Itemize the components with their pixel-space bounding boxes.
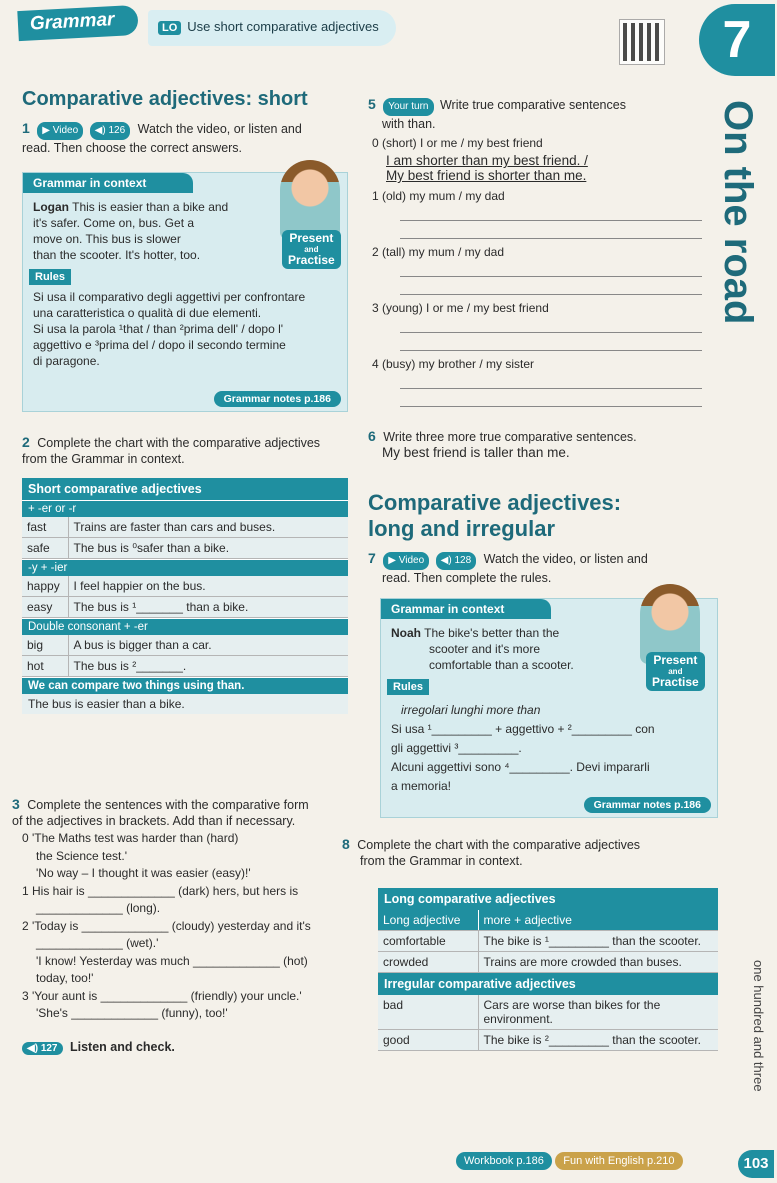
table-row: crowded Trains are more crowded than buses. xyxy=(378,952,718,973)
exercise-1: 1 ▶ Video ◀) 126 Watch the video, or listen and read. Then choose the correct answers. xyxy=(22,120,302,155)
list-item[interactable]: 1 His hair is _____________ (dark) hers, but hers is xyxy=(22,883,299,898)
page-number: 103 xyxy=(738,1150,774,1178)
video-button[interactable]: ▶ Video xyxy=(383,552,429,570)
answer-line[interactable] xyxy=(400,315,702,333)
answer-line[interactable] xyxy=(400,277,702,295)
play-icon: ▶ xyxy=(388,555,399,566)
table-row: comfortable The bike is ¹_________ than the scooter. xyxy=(378,931,718,952)
grammar-in-context-head: Grammar in context xyxy=(23,173,193,193)
list-item[interactable]: 2 'Today is _____________ (cloudy) yesterday and it's xyxy=(22,918,311,933)
list-item[interactable]: 'I know! Yesterday was much _____________ (hot) xyxy=(36,953,308,968)
logan-avatar xyxy=(280,160,340,240)
short-comparatives-chart xyxy=(22,478,348,714)
lo-text: Use short comparative adjectives xyxy=(187,19,379,34)
listen-and-check: ◀) 127 Listen and check. xyxy=(22,1040,175,1055)
unit-number: 7 xyxy=(699,4,775,76)
chart-than-example: The bus is easier than a bike. xyxy=(22,694,348,714)
grammar-tab: Grammar xyxy=(17,5,138,41)
answer-line[interactable] xyxy=(400,259,702,277)
chart-than-head: We can compare two things using than. xyxy=(22,677,348,694)
rules-tag: Rules xyxy=(29,269,71,285)
table-row: hot The bus is ²_______. xyxy=(22,656,348,677)
example-answer: I am shorter than my best friend. / xyxy=(386,153,588,168)
answer-line[interactable] xyxy=(400,203,702,221)
list-item[interactable]: 3 'Your aunt is _____________ (friendly) your uncle.' xyxy=(22,988,302,1003)
table-row: happy I feel happier on the bus. xyxy=(22,576,348,597)
list-item: 2 (tall) my mum / my dad xyxy=(372,245,505,259)
exercise-8: 8 Complete the chart with the comparative adjectives from the Grammar in context. xyxy=(342,836,641,868)
table-row: good The bike is ²_________ than the scooter. xyxy=(378,1030,718,1051)
column-header: more + adjective xyxy=(478,910,718,931)
exercise-2: 2 Complete the chart with the comparative adjectives from the Grammar in context. xyxy=(22,434,321,466)
chart-head: Long comparative adjectives xyxy=(378,888,718,910)
word-bank: irregolari lunghi more than xyxy=(401,703,541,717)
answer-line[interactable] xyxy=(400,371,702,389)
learning-objective xyxy=(148,10,396,46)
list-item: today, too!' xyxy=(36,971,94,985)
workbook-link[interactable]: Workbook p.186 xyxy=(456,1152,552,1170)
exercise-3: 3 Complete the sentences with the comparative form of the adjectives in brackets. Add than if necessary. xyxy=(12,796,309,828)
page-number-words: one hundred and three xyxy=(751,960,766,1092)
exercise-5-items xyxy=(372,136,702,407)
qr-code-icon[interactable] xyxy=(620,20,664,64)
side-unit-label: On the road xyxy=(716,100,760,325)
answer-line[interactable] xyxy=(400,221,702,239)
exercise-3-items xyxy=(22,830,348,1023)
rules-text: irregolari lunghi more than Si usa ¹_________ + aggettivo + ²_________ con gli aggettivi ³_________. Alcuni aggettivi sono ⁴_________. Devi impararli a memoria! xyxy=(381,695,717,802)
your-turn-tag: Your turn xyxy=(383,98,433,116)
table-row: bad Cars are worse than bikes for the environment. xyxy=(378,995,718,1030)
example-answer: My best friend is shorter than me. xyxy=(386,168,587,183)
long-comparatives-chart xyxy=(378,888,718,1051)
table-row: fast Trains are faster than cars and buses. xyxy=(22,517,348,538)
exercise-6: 6 Write three more true comparative sentences. My best friend is taller than me. xyxy=(368,428,637,460)
table-row: easy The bus is ¹_______ than a bike. xyxy=(22,597,348,618)
audio-track-128[interactable]: ◀) 128 xyxy=(436,552,477,570)
grammar-in-context-head: Grammar in context xyxy=(381,599,551,619)
exercise-7: 7 ▶ Video ◀) 128 Watch the video, or listen and read. Then complete the rules. xyxy=(368,550,648,585)
video-button[interactable]: ▶ Video xyxy=(37,122,83,140)
chart-rule-double: Double consonant + -er xyxy=(22,618,348,635)
present-and-practise-button[interactable]: Present and Practise xyxy=(646,652,705,691)
footer-links xyxy=(456,1152,683,1170)
list-item: 0 'The Maths test was harder than (hard) xyxy=(22,831,239,845)
grammar-notes-link[interactable]: Grammar notes p.186 xyxy=(584,797,711,813)
audio-track-127[interactable]: ◀) 127 xyxy=(22,1042,63,1055)
speaker-icon: ◀) xyxy=(440,555,455,566)
list-item: 1 (old) my mum / my dad xyxy=(372,189,505,203)
list-item: 0 (short) I or me / my best friend xyxy=(372,136,543,150)
list-item[interactable]: _____________ (wet).' xyxy=(36,936,159,950)
section-title-long: Comparative adjectives: long and irregular xyxy=(368,490,622,541)
list-item: 'No way – I thought it was easier (easy)!' xyxy=(36,866,251,880)
table-row: safe The bus is ⁰safer than a bike. xyxy=(22,538,348,559)
audio-track-126[interactable]: ◀) 126 xyxy=(90,122,131,140)
list-item[interactable]: 'She's _____________ (funny), too!' xyxy=(36,1006,228,1020)
exercise-5: 5 Your turn Write true comparative sentences with than. xyxy=(368,96,626,131)
answer-line[interactable] xyxy=(400,389,702,407)
play-icon: ▶ xyxy=(42,125,53,136)
lo-badge: LO xyxy=(158,21,181,35)
chart-irregular-head: Irregular comparative adjectives xyxy=(378,973,718,995)
table-row: big A bus is bigger than a car. xyxy=(22,635,348,656)
answer-line[interactable] xyxy=(400,333,702,351)
rules-text: Si usa il comparativo degli aggettivi per confrontare una caratteristica o qualità di due elementi. Si usa la parola ¹that / than ²prima dell' / dopo l' aggettivo e ³prima del / dopo il secondo termine di paragone. xyxy=(33,290,306,368)
rules-tag: Rules xyxy=(387,679,429,695)
list-item: 4 (busy) my brother / my sister xyxy=(372,357,535,371)
chart-rule-er: + -er or -r xyxy=(22,500,348,517)
list-item[interactable]: _____________ (long). xyxy=(36,901,161,915)
column-header: Long adjective xyxy=(378,910,478,931)
section-title-short: Comparative adjectives: short xyxy=(22,88,308,110)
speaker-icon: ◀) xyxy=(27,1043,41,1054)
noah-speech: Noah The bike's better than the scooter and it's more comfortable than a scooter. xyxy=(391,626,574,672)
list-item: the Science test.' xyxy=(36,848,128,863)
chart-head: Short comparative adjectives xyxy=(22,478,348,500)
chart-rule-ier: -y + -ier xyxy=(22,559,348,576)
logan-speech: Logan This is easier than a bike and it's safer. Come on, bus. Get a move on. This bus is slower than the scooter. It's hotter, too. xyxy=(33,200,229,262)
present-and-practise-button[interactable]: Present and Practise xyxy=(282,230,341,269)
speaker-icon: ◀) xyxy=(94,125,109,136)
grammar-notes-link[interactable]: Grammar notes p.186 xyxy=(214,391,341,407)
list-item: 3 (young) I or me / my best friend xyxy=(372,301,549,315)
fun-with-english-link[interactable]: Fun with English p.210 xyxy=(555,1152,682,1170)
